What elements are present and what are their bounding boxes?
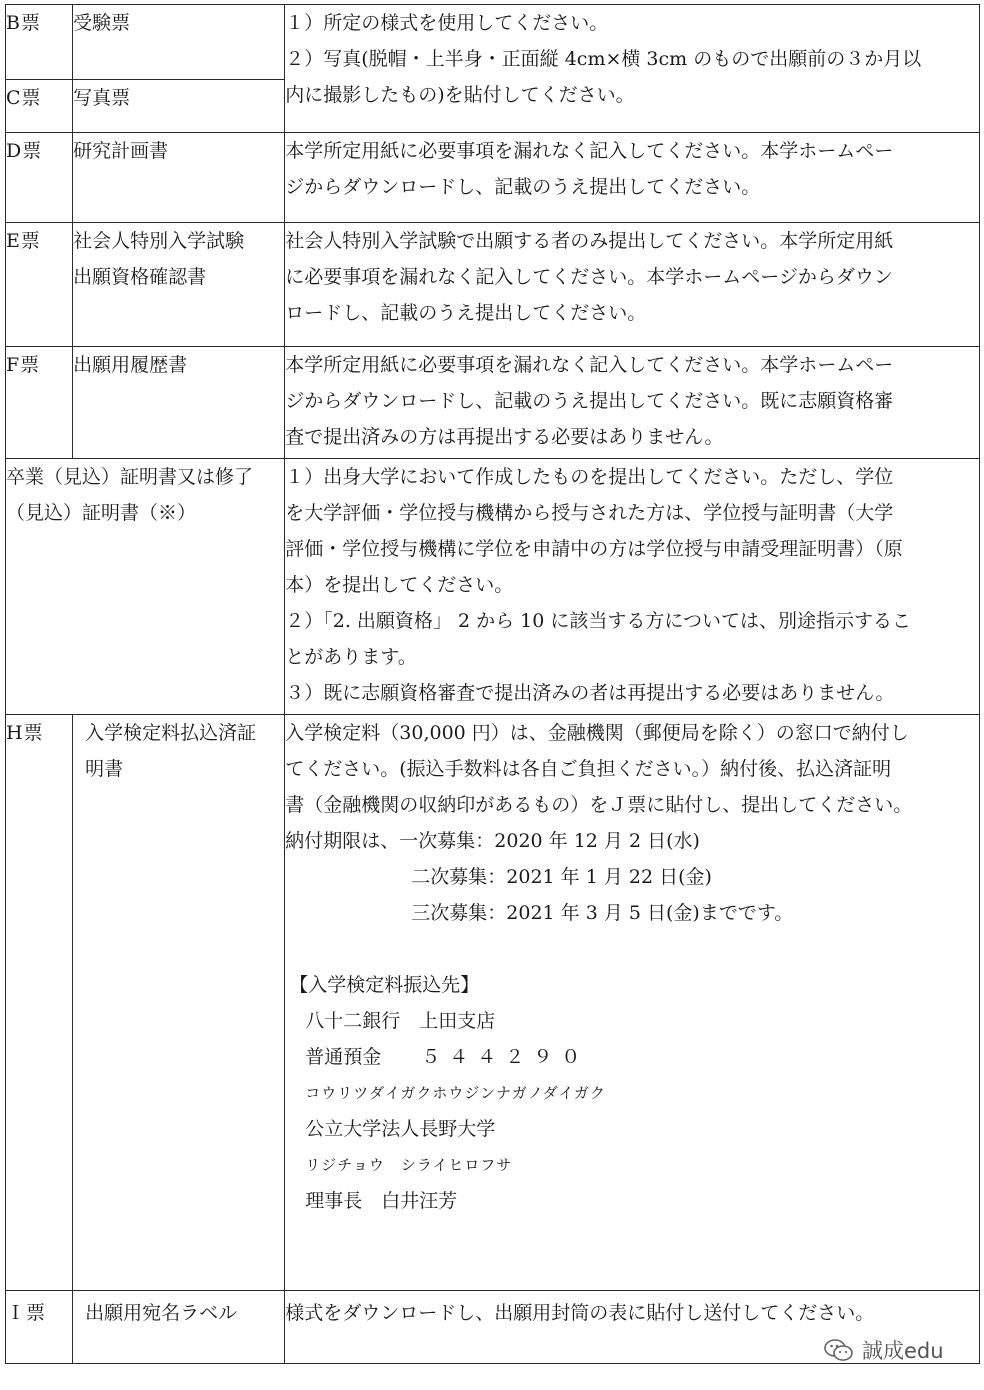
doc-name (73, 223, 285, 347)
instruction-line: とがあります。 (285, 646, 417, 668)
table-row-e (6, 223, 980, 347)
doc-instructions-bc (285, 5, 980, 133)
doc-instructions (285, 223, 980, 347)
wechat-icon (824, 1338, 854, 1362)
doc-name-line: 受験票 (73, 12, 131, 34)
instruction-line: １）出身大学において作成したものを提出してください。ただし、学位 (285, 466, 894, 488)
doc-instructions (285, 133, 980, 223)
table-row-d (6, 133, 980, 223)
doc-name-line: 明書 (85, 758, 124, 780)
deadline-line: 二次募集：2021 年 1 月 22 日(金) (411, 866, 712, 888)
doc-name-line: 写真票 (73, 87, 131, 109)
doc-name-line: 出願資格確認書 (73, 266, 207, 288)
instruction-line: 様式をダウンロードし、出願用封筒の表に貼付し送付してください。 (285, 1302, 875, 1324)
instruction-line: ロードし、記載のうえ提出してください。 (285, 302, 647, 324)
doc-code: D票 (6, 133, 73, 223)
doc-name-line: 研究計画書 (73, 140, 169, 162)
instruction-line: ３）既に志願資格審査で提出済みの者は再提出する必要はありません。 (285, 682, 895, 704)
doc-name (73, 5, 285, 80)
doc-name-line: 入学検定料払込済証 (85, 722, 257, 744)
account-number: ５４４２９０ (421, 1046, 590, 1068)
instruction-line: 社会人特別入学試験で出願する者のみ提出してください。本学所定用紙 (285, 230, 894, 252)
instruction-line: に必要事項を漏れなく記入してください。本学ホームページからダウン (285, 266, 893, 288)
bank-account (285, 1039, 979, 1075)
account-holder-kana: コウリツダイガクホウジンナガノダイガク (305, 1084, 606, 1102)
instruction-line: を大学評価・学位授与機構から授与された方は、学位授与証明書（大学 (285, 502, 894, 524)
doc-name-line: （見込）証明書（※） (6, 502, 197, 524)
table-row-certificate (6, 459, 980, 715)
instruction-line: 内に撮影したもの)を貼付してください。 (285, 84, 635, 106)
doc-instructions (285, 459, 980, 715)
instruction-line: てください。(振込手数料は各自ご負担ください。）納付後、払込済証明 (285, 758, 892, 780)
doc-name-line: 出願用履歴書 (73, 354, 188, 376)
instruction-line: 本）を提出してください。 (285, 574, 514, 596)
doc-code: Ｉ票 (6, 1291, 73, 1364)
doc-name-line: 社会人特別入学試験 (73, 230, 245, 252)
spacer (285, 931, 979, 967)
representative: 理事長 白井汪芳 (305, 1190, 458, 1212)
doc-name (73, 80, 285, 133)
watermark-text: 誠成edu (862, 1339, 944, 1363)
doc-code: E票 (6, 223, 73, 347)
account-holder: 公立大学法人長野大学 (305, 1118, 496, 1140)
bank-branch: 八十二銀行 上田支店 (305, 1010, 496, 1032)
instruction-line: ２）写真(脱帽・上半身・正面縦 4cm×横 3cm のもので出願前の３か月以 (285, 48, 922, 70)
account-type: 普通預金 (305, 1046, 382, 1068)
instruction-line: 本学所定用紙に必要事項を漏れなく記入してください。本学ホームペー (285, 354, 894, 376)
doc-instructions (285, 715, 980, 1291)
table-row-b (6, 5, 980, 80)
instruction-line: ジからダウンロードし、記載のうえ提出してください。既に志願資格審 (285, 390, 894, 412)
table-row-h (6, 715, 980, 1291)
doc-name (73, 715, 285, 1291)
doc-name-line: 出願用宛名ラベル (85, 1302, 238, 1324)
doc-instructions (285, 347, 980, 459)
instruction-line: 納付期限は、一次募集：2020 年 12 月 2 日(水) (285, 830, 700, 852)
instruction-line: 本学所定用紙に必要事項を漏れなく記入してください。本学ホームペー (285, 140, 894, 162)
instruction-line: ２）「2. 出願資格」 2 から 10 に該当する方については、別途指示するこ (285, 610, 911, 632)
doc-name (73, 133, 285, 223)
doc-name (73, 347, 285, 459)
doc-name-line: 卒業（見込）証明書又は修了 (6, 466, 254, 488)
instruction-line: 査で提出済みの方は再提出する必要はありません。 (285, 426, 724, 448)
deadline-line: 三次募集：2021 年 3 月 5 日(金)までです。 (411, 902, 794, 924)
doc-code: B票 (6, 5, 73, 80)
doc-code: F票 (6, 347, 73, 459)
instruction-line: ジからダウンロードし、記載のうえ提出してください。 (285, 176, 761, 198)
table-row-f (6, 347, 980, 459)
doc-name (73, 1291, 285, 1364)
doc-code: C票 (6, 80, 73, 133)
bank-heading: 【入学検定料振込先】 (289, 974, 480, 996)
doc-code: H票 (6, 715, 73, 1291)
application-documents-table (5, 4, 980, 1364)
instruction-line: 入学検定料（30,000 円）は、金融機関（郵便局を除く）の窓口で納付し (285, 722, 909, 744)
instruction-line: １）所定の様式を使用してください。 (285, 12, 609, 34)
instruction-line: 評価・学位授与機構に学位を申請中の方は学位授与申請受理証明書）（原 (285, 538, 903, 560)
instruction-line: 書（金融機関の収納印があるもの）をＪ票に貼付し、提出してください。 (285, 794, 913, 816)
watermark (824, 1332, 944, 1368)
doc-name (6, 459, 285, 715)
representative-kana: リジチョウ シライヒロフサ (305, 1156, 513, 1174)
